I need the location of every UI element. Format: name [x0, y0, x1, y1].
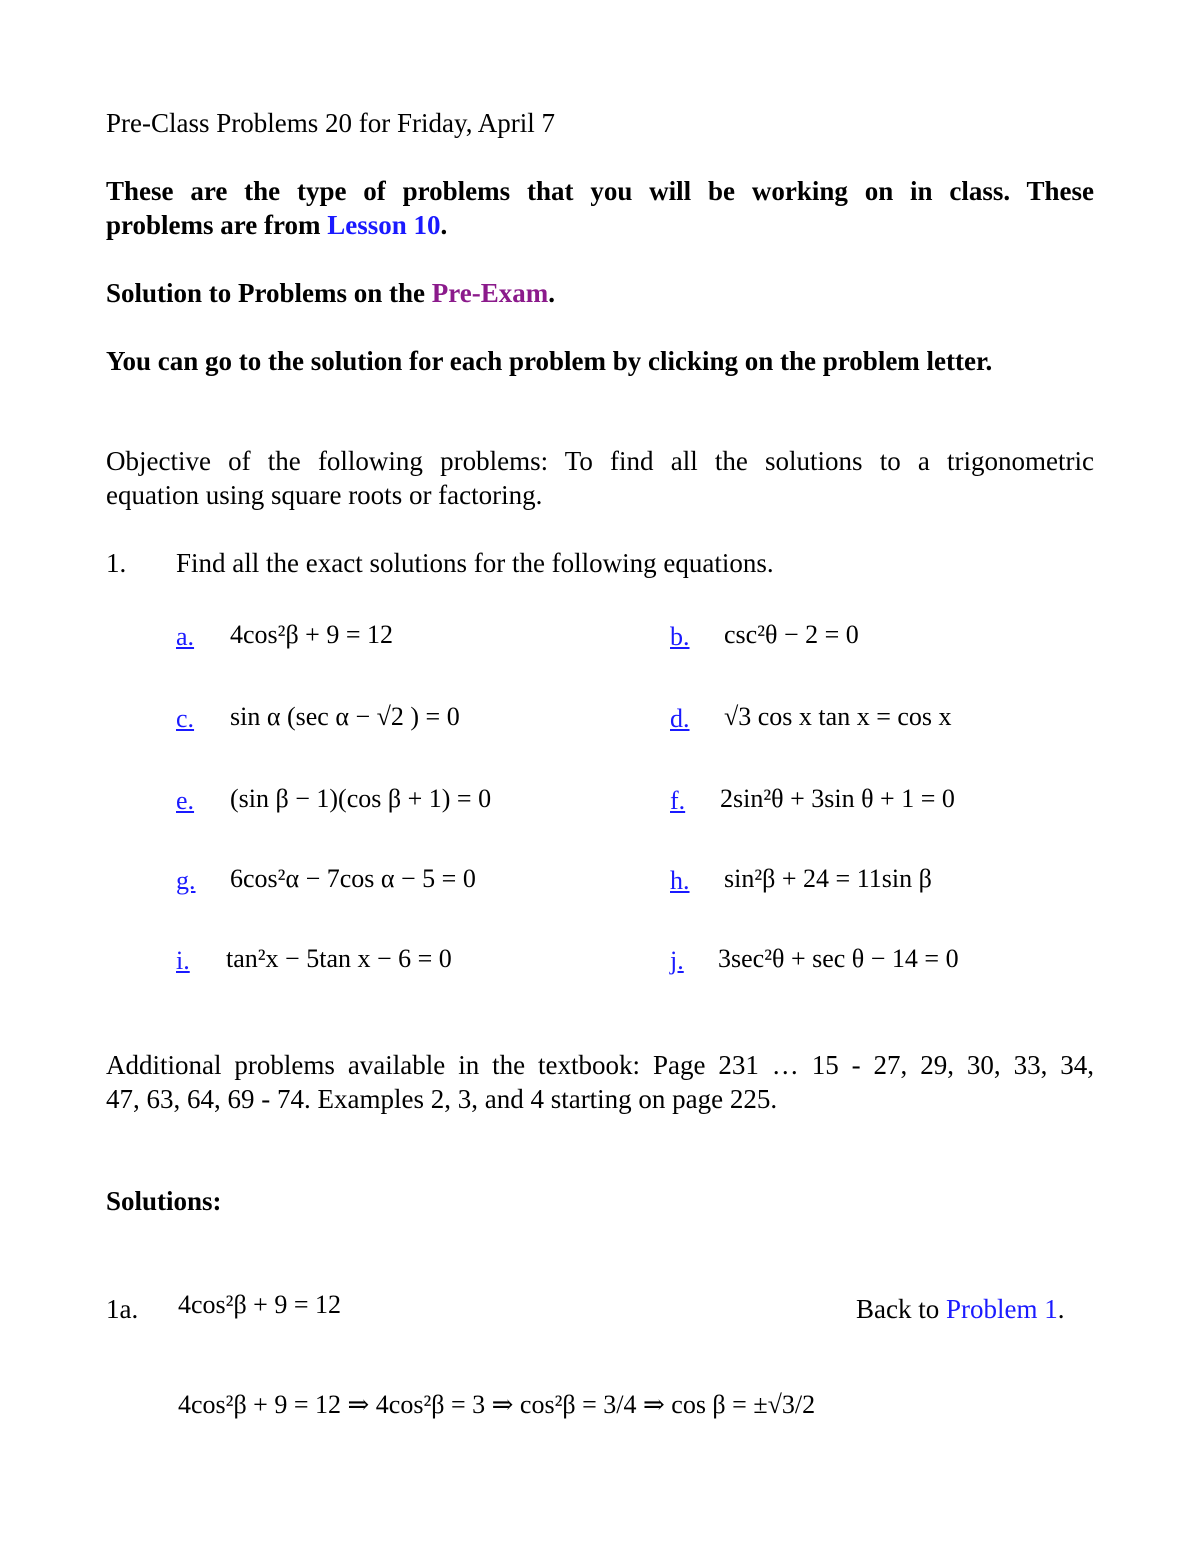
- solution-1a-work: 4cos²β + 9 = 12 ⇒ 4cos²β = 3 ⇒ cos²β = 3/4 ⇒ cos β = ±√3/2: [178, 1390, 816, 1419]
- solution-period: .: [548, 278, 555, 308]
- intro-text-1: These are the type of problems that you will be working on in class. These: [106, 176, 1094, 206]
- objective-line-1: [106, 444, 1094, 478]
- part-f-link[interactable]: f.: [670, 786, 686, 815]
- part-j-equation: 3sec²θ + sec θ − 14 = 0: [718, 944, 959, 973]
- part-a-link[interactable]: a.: [176, 622, 195, 651]
- solution-1a-label: 1a.: [106, 1294, 139, 1324]
- intro-line-1: [106, 174, 1094, 208]
- pre-exam-link[interactable]: Pre-Exam: [431, 278, 549, 308]
- lesson-10-link[interactable]: Lesson 10: [327, 210, 441, 240]
- objective-line-2: equation using square roots or factoring.: [106, 480, 543, 510]
- part-b-link[interactable]: b.: [670, 622, 690, 651]
- part-e-equation: (sin β − 1)(cos β + 1) = 0: [230, 784, 492, 813]
- part-h-link[interactable]: h.: [670, 866, 690, 895]
- part-c-equation: sin α (sec α − √2 ) = 0: [230, 702, 460, 731]
- back-to-problem: [856, 1292, 1064, 1326]
- intro-period: .: [440, 210, 448, 240]
- solutions-heading: Solutions:: [106, 1186, 222, 1216]
- solution-line: [106, 276, 555, 310]
- part-a-equation: 4cos²β + 9 = 12: [230, 620, 394, 649]
- part-c-link[interactable]: c.: [176, 704, 195, 733]
- part-e-link[interactable]: e.: [176, 786, 195, 815]
- back-to-problem-1-link[interactable]: Problem 1: [945, 1294, 1058, 1324]
- back-period: .: [1057, 1294, 1065, 1324]
- part-i-equation: tan²x − 5tan x − 6 = 0: [226, 944, 452, 973]
- problem-1-instruction: Find all the exact solutions for the following equations.: [176, 548, 774, 578]
- intro-text-2: problems are from: [106, 210, 328, 240]
- part-h-equation: sin²β + 24 = 11sin β: [724, 864, 932, 893]
- part-f-equation: 2sin²θ + 3sin θ + 1 = 0: [720, 784, 955, 813]
- problem-1-number: 1.: [106, 548, 127, 578]
- part-g-link[interactable]: g.: [176, 866, 196, 895]
- additional-line-2: 47, 63, 64, 69 - 74. Examples 2, 3, and 4 starting on page 225.: [106, 1084, 778, 1114]
- part-i-link[interactable]: i.: [176, 946, 190, 975]
- page-title: Pre-Class Problems 20 for Friday, April 7: [106, 108, 555, 138]
- objective-text-1: Objective of the following problems: To find all the solutions to a trigonometric: [106, 446, 1094, 476]
- part-g-equation: 6cos²α − 7cos α − 5 = 0: [230, 864, 476, 893]
- part-d-link[interactable]: d.: [670, 704, 690, 733]
- navigation-hint: You can go to the solution for each problem by clicking on the problem letter.: [106, 346, 993, 376]
- additional-text-1: Additional problems available in the textbook: Page 231 … 15 - 27, 29, 30, 33, 34,: [106, 1050, 1094, 1080]
- part-j-link[interactable]: j.: [670, 946, 684, 975]
- additional-line-1: [106, 1048, 1094, 1082]
- part-d-equation: √3 cos x tan x = cos x: [724, 702, 952, 731]
- intro-line-2: [106, 208, 447, 242]
- solution-1a-equation: 4cos²β + 9 = 12: [178, 1290, 342, 1319]
- solution-text: Solution to Problems on the: [106, 278, 432, 308]
- part-b-equation: csc²θ − 2 = 0: [724, 620, 859, 649]
- back-prefix: Back to: [856, 1294, 946, 1324]
